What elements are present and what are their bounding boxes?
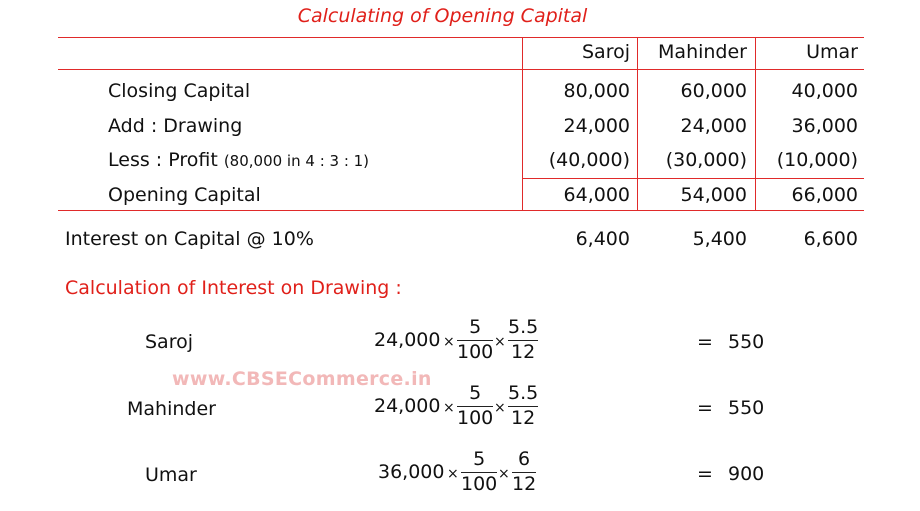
fraction-denominator: 12	[512, 473, 537, 495]
fraction-numerator: 6	[518, 448, 531, 470]
table-cell: 24,000	[680, 115, 747, 137]
calc-result: 900	[728, 463, 765, 485]
fraction-denominator: 100	[457, 407, 494, 429]
interest-on-drawing-heading: Calculation of Interest on Drawing :	[65, 277, 402, 299]
column-header-umar: Umar	[806, 41, 858, 63]
fraction-denominator: 12	[511, 407, 536, 429]
fraction-rate	[457, 384, 493, 428]
watermark: www.CBSECommerce.in	[172, 368, 432, 390]
fraction-months	[508, 318, 538, 362]
column-header-saroj: Saroj	[581, 41, 630, 63]
table-cell: 40,000	[791, 80, 858, 102]
calc-amount: 36,000	[378, 461, 445, 483]
table-cell: 54,000	[680, 184, 747, 206]
table-header-rule	[58, 69, 864, 70]
fraction-months	[508, 384, 538, 428]
calc-amount: 24,000	[374, 395, 441, 417]
calc-amount: 24,000	[374, 329, 441, 351]
interest-on-capital-label: Interest on Capital @ 10%	[65, 228, 314, 250]
interest-value: 6,400	[575, 228, 630, 250]
fraction-months	[512, 450, 536, 494]
times-sign: ×	[494, 334, 506, 350]
table-cell: (40,000)	[548, 149, 630, 171]
page-title: Calculating of Opening Capital	[297, 5, 588, 27]
interest-value: 5,400	[692, 228, 747, 250]
column-divider-2	[637, 37, 638, 210]
fraction-numerator: 5.5	[508, 316, 539, 338]
equals-sign: =	[697, 463, 713, 485]
table-cell: 80,000	[563, 80, 630, 102]
calc-name: Umar	[145, 464, 197, 486]
times-sign: ×	[498, 466, 510, 482]
row-label-closing-capital: Closing Capital	[108, 80, 251, 102]
opening-capital-top-rule	[522, 178, 864, 179]
fraction-rate	[457, 318, 493, 362]
row-label-less-profit	[108, 149, 369, 171]
fraction-numerator: 5.5	[508, 382, 539, 404]
column-header-mahinder: Mahinder	[658, 41, 747, 63]
calc-name: Mahinder	[127, 398, 216, 420]
table-top-rule	[58, 37, 864, 38]
times-sign: ×	[443, 400, 455, 416]
interest-value: 6,600	[803, 228, 858, 250]
table-cell: (30,000)	[665, 149, 747, 171]
table-cell: 36,000	[791, 115, 858, 137]
fraction-rate	[461, 450, 497, 494]
row-label-add-drawing: Add : Drawing	[108, 115, 243, 137]
fraction-denominator: 100	[461, 473, 498, 495]
table-bottom-rule	[58, 210, 864, 211]
times-sign: ×	[443, 334, 455, 350]
fraction-denominator: 100	[457, 341, 494, 363]
times-sign: ×	[494, 400, 506, 416]
calc-result: 550	[728, 331, 765, 353]
row-label-opening-capital: Opening Capital	[108, 184, 261, 206]
row-label-text: Less : Profit	[108, 149, 218, 171]
fraction-numerator: 5	[469, 316, 482, 338]
times-sign: ×	[447, 466, 459, 482]
fraction-denominator: 12	[511, 341, 536, 363]
equals-sign: =	[697, 397, 713, 419]
table-cell: (10,000)	[776, 149, 858, 171]
fraction-numerator: 5	[469, 382, 482, 404]
column-divider-3	[755, 37, 756, 210]
calc-result: 550	[728, 397, 765, 419]
table-cell: 66,000	[791, 184, 858, 206]
table-cell: 24,000	[563, 115, 630, 137]
table-cell: 60,000	[680, 80, 747, 102]
column-divider-1	[522, 37, 523, 210]
calc-name: Saroj	[145, 331, 194, 353]
fraction-numerator: 5	[473, 448, 486, 470]
table-cell: 64,000	[563, 184, 630, 206]
row-label-note: (80,000 in 4 : 3 : 1)	[223, 152, 370, 170]
equals-sign: =	[697, 331, 713, 353]
